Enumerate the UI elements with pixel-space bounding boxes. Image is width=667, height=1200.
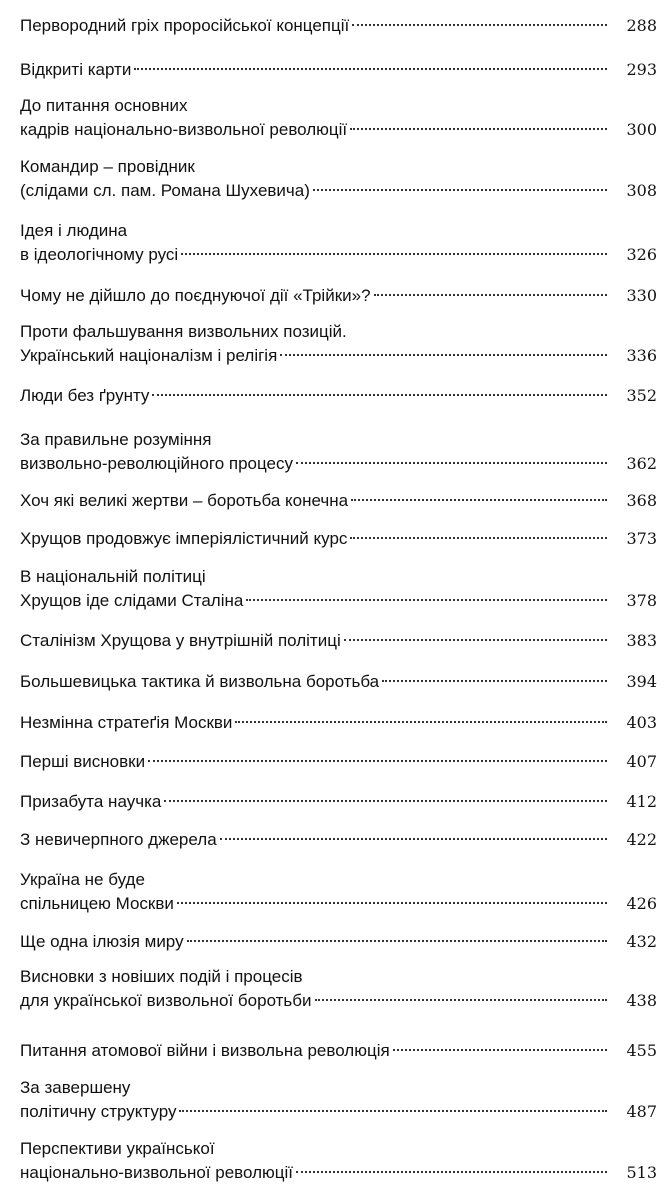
- toc-entry[interactable]: [20, 527, 657, 551]
- toc-entry-title-line: Призабута научка: [20, 792, 162, 811]
- toc-entry-title-line: Командир – провідник: [20, 157, 195, 176]
- page-number: 455: [626, 1041, 657, 1060]
- toc-entry[interactable]: [20, 94, 657, 142]
- dot-leader: [350, 537, 607, 539]
- toc-entry[interactable]: [20, 489, 657, 513]
- toc-entry[interactable]: [20, 930, 657, 954]
- toc-entry-last-line: [20, 344, 657, 368]
- toc-entry[interactable]: [20, 58, 657, 82]
- dot-leader: [374, 294, 607, 296]
- dot-leader: [246, 599, 607, 601]
- page-number: 373: [626, 529, 657, 548]
- page-number: 426: [626, 894, 657, 913]
- toc-entry-title-line: спільницею Москви: [20, 894, 174, 913]
- toc-entry-last-line: [20, 1039, 657, 1063]
- page-number: 407: [626, 752, 657, 771]
- toc-entry-last-line: [20, 589, 657, 613]
- dot-leader: [220, 838, 607, 840]
- toc-entry-title-line: Український націоналізм і релігія: [20, 346, 278, 365]
- toc-entry-last-line: [20, 58, 657, 82]
- dot-leader: [296, 462, 607, 464]
- toc-entry[interactable]: [20, 384, 657, 408]
- toc-entry-title-line: До питання основних: [20, 96, 188, 115]
- dot-leader: [177, 902, 607, 904]
- toc-entry-title-line: національно-визвольної революції: [20, 1163, 293, 1182]
- toc-entry-title-line: політичну структуру: [20, 1102, 177, 1121]
- page-number: 378: [626, 591, 657, 610]
- toc-entry-last-line: [20, 828, 657, 852]
- page-number: 432: [626, 932, 657, 951]
- toc-entry-last-line: [20, 527, 657, 551]
- toc-entry-title-line: За правильне розуміння: [20, 430, 212, 449]
- dot-leader: [351, 499, 607, 501]
- page-number: 326: [626, 245, 657, 264]
- toc-entry[interactable]: [20, 965, 657, 1013]
- toc-entry[interactable]: [20, 1137, 657, 1185]
- toc-entry[interactable]: [20, 284, 657, 308]
- toc-entry-last-line: [20, 930, 657, 954]
- toc-entry-title-line: в ідеологічному русі: [20, 245, 179, 264]
- toc-entry-title-line: Люди без ґрунту: [20, 386, 150, 405]
- toc-entry-last-line: [20, 790, 657, 814]
- dot-leader: [350, 128, 607, 130]
- toc-entry-title-line: За завершену: [20, 1078, 131, 1097]
- dot-leader: [179, 1110, 607, 1112]
- dot-leader: [134, 68, 607, 70]
- page-number: 412: [626, 792, 657, 811]
- toc-entry-title-line: Ще одна ілюзія миру: [20, 932, 184, 951]
- toc-entry-last-line: [20, 118, 657, 142]
- toc-entry-title-line: Хрущов продовжує імперіялістичний курс: [20, 529, 348, 548]
- toc-entry-last-line: [20, 670, 657, 694]
- page-number: 300: [626, 120, 657, 139]
- dot-leader: [235, 721, 607, 723]
- toc-entry[interactable]: [20, 1076, 657, 1124]
- toc-entry-last-line: [20, 1161, 657, 1185]
- toc-entry-title-line: (слідами сл. пам. Романа Шухевича): [20, 181, 310, 200]
- dot-leader: [164, 800, 607, 802]
- toc-entry[interactable]: [20, 711, 657, 735]
- toc-entry-last-line: [20, 711, 657, 735]
- toc-entry-title-line: для української визвольної боротьби: [20, 991, 312, 1010]
- dot-leader: [296, 1171, 607, 1173]
- page-number: 308: [626, 181, 657, 200]
- toc-entry-title-line: Ідея і людина: [20, 221, 128, 240]
- page-number: 330: [626, 286, 657, 305]
- toc-entry-title-line: Хрущов іде слідами Сталіна: [20, 591, 244, 610]
- toc-entry-last-line: [20, 892, 657, 916]
- toc-entry[interactable]: [20, 790, 657, 814]
- toc-entry-title-line: Перспективи української: [20, 1139, 215, 1158]
- toc-entry-title-line: Перші висновки: [20, 752, 146, 771]
- toc-entry-last-line: [20, 179, 657, 203]
- toc-entry-title-line: Відкриті карти: [20, 60, 132, 79]
- toc-entry-title-line: Чому не дійшло до поєднуючої дії «Трійки»?: [20, 286, 371, 305]
- toc-entry[interactable]: [20, 428, 657, 476]
- dot-leader: [181, 253, 607, 255]
- toc-entry-title-line: Висновки з новіших подій і процесів: [20, 967, 303, 986]
- toc-entry-last-line: [20, 284, 657, 308]
- page-number: 288: [626, 16, 657, 35]
- toc-entry[interactable]: [20, 565, 657, 613]
- dot-leader: [382, 680, 607, 682]
- dot-leader: [148, 760, 607, 762]
- page-number: 352: [626, 386, 657, 405]
- toc-entry-title-line: В національній політиці: [20, 567, 206, 586]
- page-number: 368: [626, 491, 657, 510]
- toc-entry-title-line: Незмінна стратеґія Москви: [20, 713, 233, 732]
- page-number: 394: [626, 672, 657, 691]
- toc-entry-title-line: кадрів національно-визвольної революції: [20, 120, 348, 139]
- dot-leader: [315, 999, 607, 1001]
- toc-entry-last-line: [20, 452, 657, 476]
- page-number: 487: [626, 1102, 657, 1121]
- toc-entry-title-line: Проти фальшування визвольних позицій.: [20, 322, 347, 341]
- toc-entry-title-line: Сталінізм Хрущова у внутрішній політиці: [20, 631, 341, 650]
- toc-entry[interactable]: [20, 14, 657, 38]
- toc-entry[interactable]: [20, 629, 657, 653]
- toc-entry-title-line: Хоч які великі жертви – боротьба конечна: [20, 491, 349, 510]
- toc-entry[interactable]: [20, 219, 657, 267]
- toc-entry-last-line: [20, 243, 657, 267]
- toc-entry-last-line: [20, 384, 657, 408]
- toc-entry[interactable]: [20, 320, 657, 368]
- dot-leader: [187, 940, 607, 942]
- toc-entry-title-line: визвольно-революційного процесу: [20, 454, 293, 473]
- toc-entry-title-line: Первородний гріх проросійської концепції: [20, 16, 350, 35]
- toc-entry[interactable]: [20, 670, 657, 694]
- toc-entry[interactable]: [20, 868, 657, 916]
- page-number: 422: [626, 830, 657, 849]
- toc-entry-title-line: З невичерпного джерела: [20, 830, 217, 849]
- page-number: 293: [626, 60, 657, 79]
- dot-leader: [393, 1049, 607, 1051]
- page-number: 383: [626, 631, 657, 650]
- toc-entry-last-line: [20, 489, 657, 513]
- dot-leader: [152, 394, 607, 396]
- toc-entry-last-line: [20, 629, 657, 653]
- dot-leader: [352, 24, 607, 26]
- toc-entry-last-line: [20, 1100, 657, 1124]
- toc-entry-last-line: [20, 989, 657, 1013]
- page-number: 438: [626, 991, 657, 1010]
- page-number: 362: [626, 454, 657, 473]
- dot-leader: [344, 639, 607, 641]
- toc-entry-title-line: Большевицька тактика й визвольна боротьба: [20, 672, 380, 691]
- dot-leader: [313, 189, 607, 191]
- toc-entry-title-line: Питання атомової війни і визвольна революція: [20, 1041, 390, 1060]
- dot-leader: [280, 354, 607, 356]
- page-number: 513: [626, 1163, 657, 1182]
- toc-entry[interactable]: [20, 828, 657, 852]
- page-number: 336: [626, 346, 657, 365]
- toc-entry[interactable]: [20, 1039, 657, 1063]
- toc-entry[interactable]: [20, 750, 657, 774]
- toc-entry-last-line: [20, 750, 657, 774]
- toc-entry-title-line: Україна не буде: [20, 870, 145, 889]
- toc-entry-last-line: [20, 14, 657, 38]
- page-number: 403: [626, 713, 657, 732]
- toc-entry[interactable]: [20, 155, 657, 203]
